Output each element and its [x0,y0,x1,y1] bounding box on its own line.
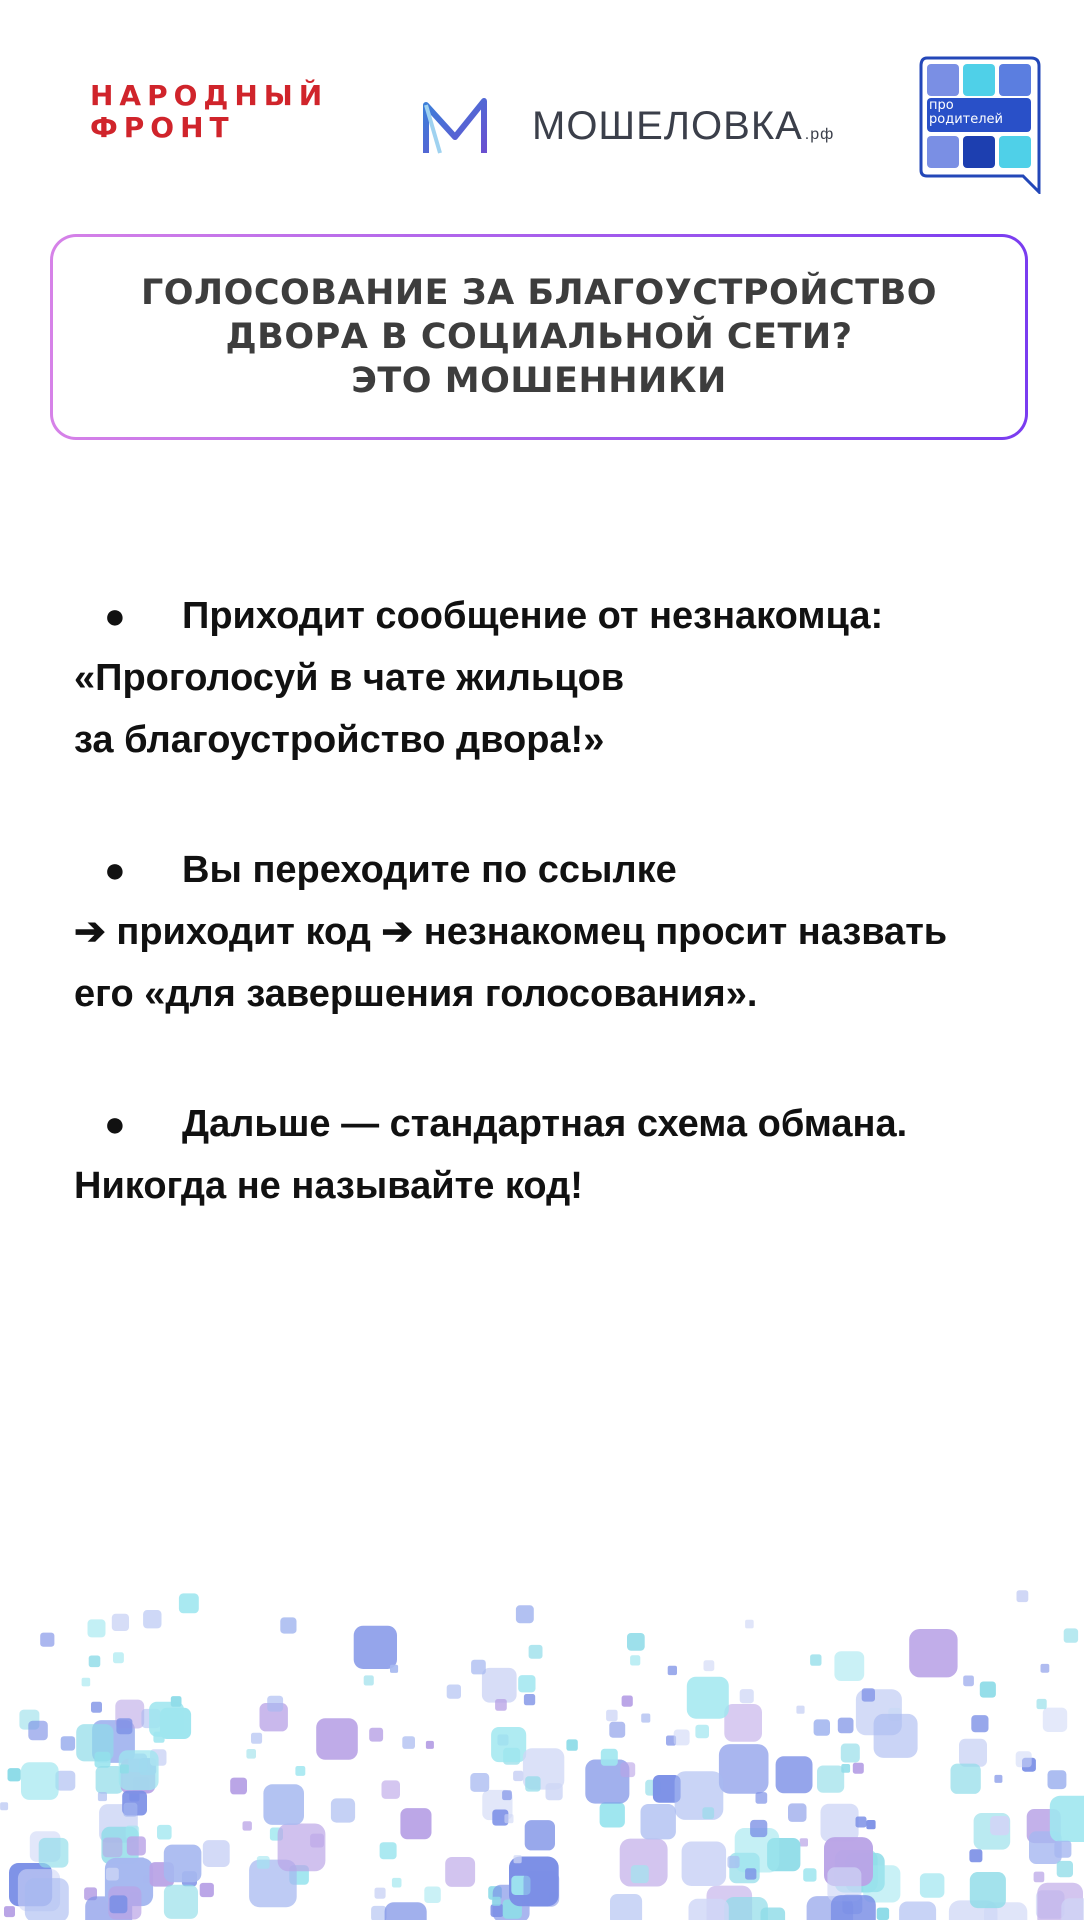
decorative-square [524,1694,535,1705]
decorative-square [877,1908,889,1920]
content [74,585,1034,1285]
headline [53,237,1025,437]
decorative-square [841,1764,850,1773]
decorative-square [482,1668,517,1703]
list-item [74,1093,1034,1217]
decorative-square [704,1660,715,1671]
decorative-square [424,1887,441,1904]
decorative-square [600,1802,625,1827]
decorative-square [1064,1628,1078,1642]
decorative-square [601,1749,618,1766]
decorative-square [295,1766,305,1776]
decorative-square [689,1899,729,1920]
decorative-square [620,1762,635,1777]
decorative-square [980,1682,996,1698]
decorative-square [800,1838,808,1846]
decorative-square [606,1710,618,1722]
decorative-square [445,1857,475,1887]
decorative-square [4,1906,15,1917]
decorative-square [970,1872,1006,1908]
decorative-square [1054,1841,1071,1858]
decorative-square [375,1888,386,1899]
decorative-square [200,1883,214,1897]
decorative-square [761,1908,786,1920]
decorative-square [390,1665,398,1673]
decorative-square [516,1605,534,1623]
decorative-square [909,1629,957,1677]
decorative-square [1041,1664,1050,1673]
decorative-square [1050,1796,1084,1842]
decorative-square [364,1675,374,1685]
proroditeley-line2: родителей [929,112,1003,127]
decorative-square [1017,1590,1029,1602]
decorative-square [971,1715,988,1732]
decorative-square [331,1798,355,1822]
decorative-square [838,1718,854,1734]
decorative-square [817,1766,844,1793]
decorative-square [143,1610,161,1628]
decorative-square [278,1824,326,1872]
decorative-square [724,1704,762,1742]
decorative-square [171,1696,182,1707]
decorative-square [675,1771,724,1820]
decorative-square [518,1675,535,1692]
item1-line2: «Проголосуй в чате жильцов [74,657,625,699]
decorative-square [719,1744,769,1794]
decorative-square [164,1885,198,1919]
decorative-square [246,1749,256,1759]
decorative-square [40,1633,54,1647]
decorative-square [402,1736,415,1749]
decorative-square [674,1730,690,1746]
onf-logo-line1: НАРОДНЫЙ [90,79,329,112]
decorative-square [495,1699,507,1711]
decorative-square [524,1871,560,1907]
decorative-square [39,1838,69,1868]
decorative-square [610,1894,642,1920]
decorative-square [959,1739,987,1767]
decorative-square [841,1744,860,1763]
decorative-square [702,1807,714,1819]
decorative-square [990,1816,1009,1835]
decorative-square [113,1652,124,1663]
decorative-square [687,1677,729,1719]
decorative-square [899,1902,936,1920]
decorative-square [622,1696,633,1707]
decorative-square [267,1696,283,1712]
decorative-square [821,1804,859,1842]
decorative-square [491,1727,526,1762]
decorative-square [385,1902,427,1920]
decorative-square [447,1685,461,1699]
decorative-square [668,1666,677,1675]
moshelovka-suffix: .рф [804,125,835,143]
decorative-square [994,1775,1002,1783]
decorative-square [103,1838,123,1858]
decorative-square [263,1784,304,1825]
decorative-square [814,1719,830,1735]
decorative-square [106,1868,119,1881]
decorative-square [0,1802,8,1810]
decorative-square [504,1814,513,1823]
decorative-square [257,1856,270,1869]
decorative-square [471,1660,486,1675]
proroditeley-logo [919,56,1041,194]
decorative-square [371,1906,386,1920]
decorative-square [21,1762,59,1800]
decorative-square [853,1763,864,1774]
decorative-square [745,1868,756,1879]
decorative-square [116,1718,132,1734]
decorative-square [566,1739,577,1750]
decorative-square [251,1733,262,1744]
decorative-square [969,1849,982,1862]
decorative-square [856,1817,867,1828]
decorative-square [525,1820,555,1850]
decorative-square [529,1645,543,1659]
decorative-square [1057,1861,1073,1877]
decorative-square [112,1614,129,1631]
m-icon [422,97,488,155]
moshelovka-name: МОШЕЛОВКА .рф [532,103,835,148]
headline-box [50,234,1028,440]
decorative-square [98,1792,107,1801]
decorative-square [951,1764,981,1794]
onf-logo-line2: ФРОНТ [90,111,235,144]
item3-line1: Дальше — стандартная схема обмана. [182,1103,908,1145]
decorative-square [392,1878,402,1888]
decorative-square [756,1792,768,1804]
decorative-square [641,1804,676,1839]
decorative-square [354,1626,397,1669]
decorative-square [280,1617,296,1633]
decorative-square [1016,1751,1032,1767]
decorative-square [502,1790,512,1800]
item1-line1: Приходит сообщение от незнакомца: [182,595,884,637]
decorative-square [776,1756,813,1793]
decorative-square [750,1820,767,1837]
decorative-square [82,1678,91,1687]
decorative-square [682,1842,727,1887]
item3-line2: Никогда не называйте код! [74,1165,583,1207]
decorative-squares-pattern [0,1560,1084,1920]
moshelovka-logo [422,96,834,156]
decorative-square [727,1856,739,1868]
decorative-square [788,1803,807,1822]
decorative-square [28,1721,48,1741]
decorative-square [627,1633,645,1651]
decorative-square [609,1722,625,1738]
decorative-square [796,1706,804,1714]
decorative-square [866,1820,875,1829]
decorative-square [149,1702,184,1737]
onf-logo [90,79,329,144]
decorative-square [25,1878,69,1920]
bullet-icon: ● [104,849,126,890]
bullet-icon: ● [104,595,126,636]
decorative-square [834,1651,864,1681]
decorative-square [1043,1708,1067,1732]
decorative-square [369,1728,383,1742]
decorative-square [164,1845,202,1883]
decorative-square [382,1780,401,1799]
decorative-square [203,1840,230,1867]
decorative-square [641,1714,650,1723]
decorative-square [695,1725,709,1739]
headline-line2: ДВОРА В СОЦИАЛЬНОЙ СЕТИ? [225,317,853,357]
decorative-square [630,1655,640,1665]
decorative-square [179,1593,199,1613]
decorative-square [874,1714,918,1758]
decorative-square [492,1897,501,1906]
decorative-square [1034,1872,1045,1883]
decorative-square [831,1895,876,1920]
item2-line1: Вы переходите по ссылке [182,849,677,891]
decorative-square [243,1821,252,1830]
decorative-square [810,1654,821,1665]
decorative-square [514,1855,522,1863]
proroditeley-text [929,99,1027,139]
decorative-square [89,1656,101,1668]
decorative-square [110,1895,128,1913]
decorative-square [513,1771,523,1781]
decorative-square [1048,1770,1067,1789]
decorative-square [1037,1699,1047,1709]
decorative-square [380,1842,397,1859]
decorative-square [157,1825,172,1840]
item2-line3: его «для завершения голосования». [74,973,758,1015]
decorative-square [1061,1898,1084,1920]
bullet-icon: ● [104,1103,126,1144]
decorative-square [316,1718,358,1760]
decorative-square [920,1873,945,1898]
list-item [74,585,1034,771]
decorative-square [61,1736,75,1750]
decorative-square [862,1688,875,1701]
headline-line3: ЭТО МОШЕННИКИ [351,361,727,401]
decorative-square [123,1803,137,1817]
decorative-square [88,1619,106,1637]
decorative-square [740,1689,754,1703]
proroditeley-line1: про [929,98,954,113]
item2-line2: ➔ приходит код ➔ незнакомец просит назвать [74,911,948,953]
decorative-square [76,1724,113,1761]
decorative-square [120,1765,129,1774]
decorative-square [803,1868,816,1881]
decorative-square [426,1741,434,1749]
list-item [74,839,1034,1025]
decorative-square [230,1778,247,1795]
headline-line1: ГОЛОСОВАНИЕ ЗА БЛАГОУСТРОЙСТВО [140,273,938,313]
decorative-square [631,1865,649,1883]
decorative-square [127,1836,146,1855]
decorative-square [963,1676,974,1687]
decorative-square [470,1773,489,1792]
decorative-square [525,1776,540,1791]
decorative-square [8,1768,21,1781]
decorative-square [400,1808,431,1839]
decorative-square [91,1702,102,1713]
item1-line3: за благоустройство двора!» [74,719,605,761]
decorative-square [745,1620,754,1629]
